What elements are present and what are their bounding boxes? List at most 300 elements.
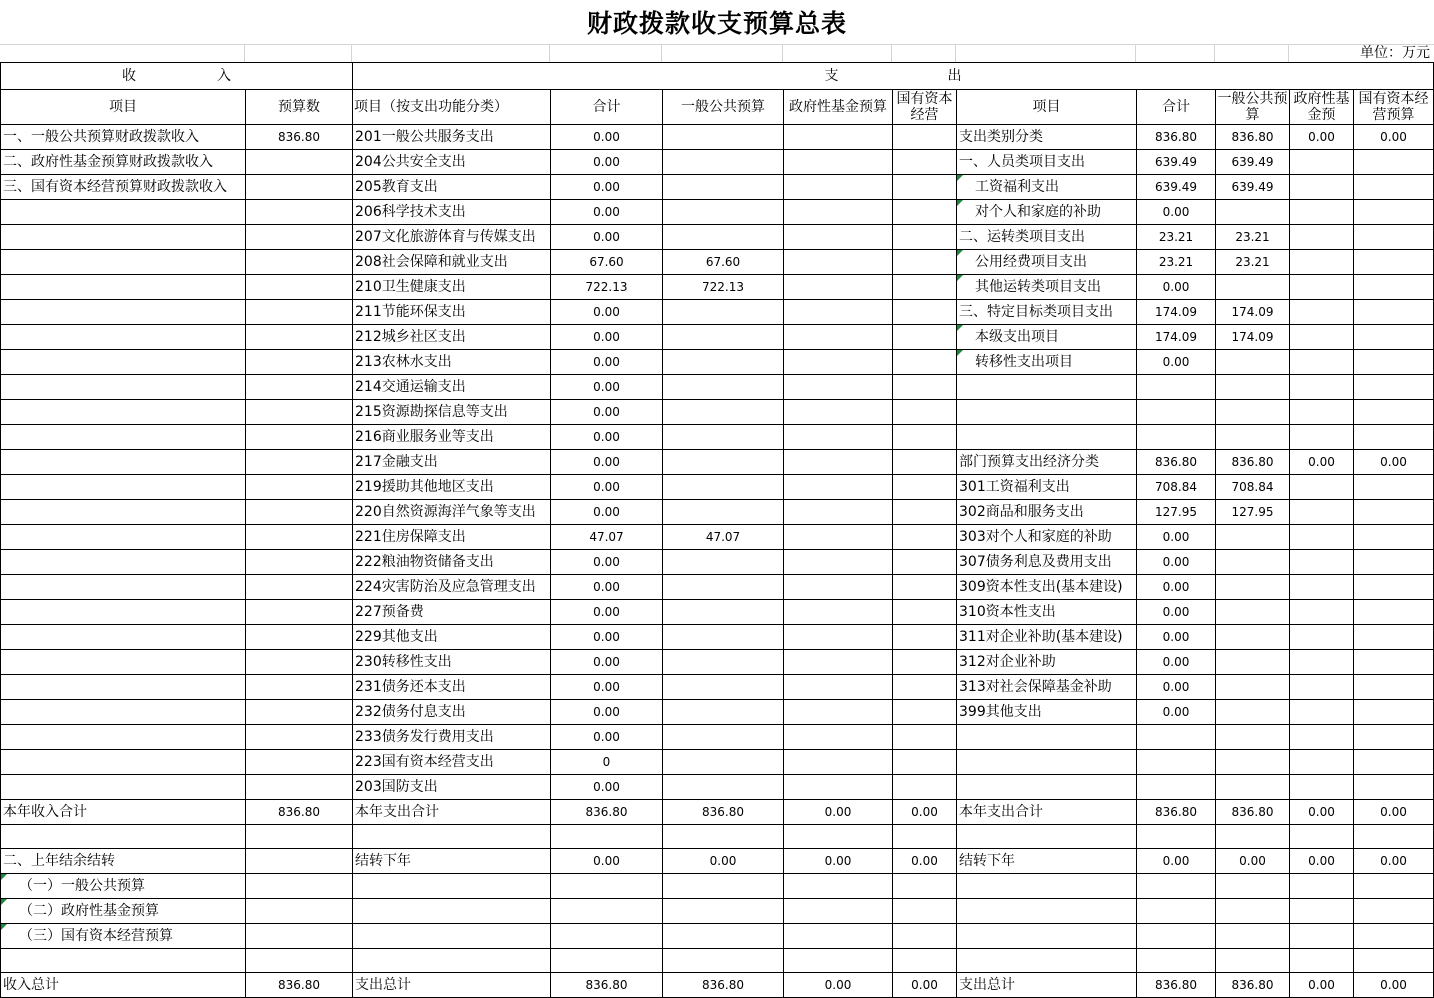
cell-expense-total2: 0.00 bbox=[1137, 625, 1216, 650]
cell-expense-state bbox=[893, 300, 957, 325]
cell-income-item bbox=[1, 500, 246, 525]
cell-expense-state2 bbox=[1354, 725, 1434, 750]
cell-expense-total: 0.00 bbox=[551, 725, 663, 750]
cell-expense-state bbox=[893, 725, 957, 750]
cell-income-item bbox=[1, 350, 246, 375]
cell-expense-total2: 174.09 bbox=[1137, 300, 1216, 325]
cell-income-item bbox=[1, 750, 246, 775]
cell-expense-state2 bbox=[1354, 600, 1434, 625]
column-header-row bbox=[1, 90, 1434, 125]
table-row bbox=[1, 949, 1434, 973]
cell-income-budget bbox=[246, 949, 353, 973]
cell-expense-func-item: 205教育支出 bbox=[353, 175, 551, 200]
cell-expense-fund bbox=[784, 825, 893, 849]
cell-expense-func-item: 结转下年 bbox=[353, 849, 551, 874]
budget-table bbox=[0, 62, 1434, 998]
cell-expense-fund2 bbox=[1290, 525, 1354, 550]
cell-expense-general bbox=[663, 924, 784, 949]
cell-expense-state bbox=[893, 500, 957, 525]
cell-expense-general2 bbox=[1216, 525, 1290, 550]
table-row bbox=[1, 275, 1434, 300]
cell-expense-general2: 836.80 bbox=[1216, 800, 1290, 825]
cell-expense-state bbox=[893, 650, 957, 675]
cell-expense-item bbox=[957, 949, 1137, 973]
cell-expense-total2 bbox=[1137, 750, 1216, 775]
cell-expense-general2: 836.80 bbox=[1216, 973, 1290, 998]
cell-expense-fund bbox=[784, 225, 893, 250]
cell-income-budget bbox=[246, 400, 353, 425]
cell-expense-total: 836.80 bbox=[551, 973, 663, 998]
cell-income-budget bbox=[246, 325, 353, 350]
table-row bbox=[1, 350, 1434, 375]
cell-expense-func-item: 支出总计 bbox=[353, 973, 551, 998]
cell-expense-total: 722.13 bbox=[551, 275, 663, 300]
cell-expense-general bbox=[663, 575, 784, 600]
cell-expense-total: 0.00 bbox=[551, 175, 663, 200]
table-row bbox=[1, 475, 1434, 500]
cell-expense-state2 bbox=[1354, 400, 1434, 425]
table-row bbox=[1, 700, 1434, 725]
cell-expense-fund2 bbox=[1290, 825, 1354, 849]
cell-income-item: （一）一般公共预算 bbox=[1, 874, 246, 899]
cell-expense-item bbox=[957, 375, 1137, 400]
cell-expense-item: 311对企业补助(基本建设) bbox=[957, 625, 1137, 650]
cell-expense-total2: 0.00 bbox=[1137, 600, 1216, 625]
col-header-fund2: 政府性基金预 bbox=[1290, 90, 1354, 125]
cell-expense-general2 bbox=[1216, 750, 1290, 775]
table-row bbox=[1, 500, 1434, 525]
cell-expense-general2: 174.09 bbox=[1216, 325, 1290, 350]
cell-expense-total: 0.00 bbox=[551, 400, 663, 425]
cell-expense-item: 支出类别分类 bbox=[957, 125, 1137, 150]
cell-expense-general bbox=[663, 475, 784, 500]
cell-expense-fund bbox=[784, 250, 893, 275]
cell-expense-fund2: 0.00 bbox=[1290, 973, 1354, 998]
cell-expense-general bbox=[663, 300, 784, 325]
cell-expense-item bbox=[957, 924, 1137, 949]
cell-expense-state bbox=[893, 924, 957, 949]
cell-expense-total2: 0.00 bbox=[1137, 550, 1216, 575]
cell-income-budget bbox=[246, 625, 353, 650]
cell-income-budget bbox=[246, 225, 353, 250]
cell-income-item bbox=[1, 825, 246, 849]
cell-expense-item: 本年支出合计 bbox=[957, 800, 1137, 825]
cell-expense-total2: 174.09 bbox=[1137, 325, 1216, 350]
cell-income-item bbox=[1, 275, 246, 300]
cell-income-item bbox=[1, 650, 246, 675]
cell-expense-total bbox=[551, 924, 663, 949]
cell-expense-total2 bbox=[1137, 874, 1216, 899]
cell-expense-func-item bbox=[353, 899, 551, 924]
cell-expense-state2: 0.00 bbox=[1354, 125, 1434, 150]
cell-expense-item bbox=[957, 425, 1137, 450]
cell-income-item bbox=[1, 300, 246, 325]
cell-expense-general bbox=[663, 874, 784, 899]
cell-expense-total2 bbox=[1137, 400, 1216, 425]
table-row bbox=[1, 250, 1434, 275]
cell-expense-total: 0.00 bbox=[551, 700, 663, 725]
cell-expense-fund bbox=[784, 750, 893, 775]
cell-income-budget bbox=[246, 200, 353, 225]
cell-expense-state: 0.00 bbox=[893, 849, 957, 874]
cell-expense-total: 0.00 bbox=[551, 125, 663, 150]
cell-expense-state2 bbox=[1354, 425, 1434, 450]
cell-expense-general2 bbox=[1216, 375, 1290, 400]
cell-expense-total: 0 bbox=[551, 750, 663, 775]
cell-income-item bbox=[1, 225, 246, 250]
cell-expense-fund2 bbox=[1290, 300, 1354, 325]
expense-group-header bbox=[353, 63, 1434, 90]
cell-expense-fund bbox=[784, 475, 893, 500]
cell-expense-state bbox=[893, 425, 957, 450]
cell-expense-total2: 0.00 bbox=[1137, 350, 1216, 375]
cell-expense-state2 bbox=[1354, 325, 1434, 350]
cell-expense-general2 bbox=[1216, 425, 1290, 450]
cell-expense-general2: 23.21 bbox=[1216, 225, 1290, 250]
cell-expense-fund: 0.00 bbox=[784, 849, 893, 874]
cell-expense-fund bbox=[784, 375, 893, 400]
cell-expense-func-item: 211节能环保支出 bbox=[353, 300, 551, 325]
cell-income-budget bbox=[246, 275, 353, 300]
cell-expense-general bbox=[663, 125, 784, 150]
cell-expense-general2 bbox=[1216, 575, 1290, 600]
cell-expense-state bbox=[893, 275, 957, 300]
cell-expense-fund2: 0.00 bbox=[1290, 450, 1354, 475]
cell-income-item bbox=[1, 675, 246, 700]
cell-expense-general bbox=[663, 350, 784, 375]
cell-expense-item: 303对个人和家庭的补助 bbox=[957, 525, 1137, 550]
cell-expense-general2 bbox=[1216, 550, 1290, 575]
cell-expense-general bbox=[663, 450, 784, 475]
cell-expense-fund bbox=[784, 200, 893, 225]
col-header-total: 合计 bbox=[551, 90, 663, 125]
cell-income-budget bbox=[246, 700, 353, 725]
cell-expense-item: 309资本性支出(基本建设) bbox=[957, 575, 1137, 600]
cell-expense-item: 公用经费项目支出 bbox=[957, 250, 1137, 275]
table-row bbox=[1, 375, 1434, 400]
cell-expense-total2: 127.95 bbox=[1137, 500, 1216, 525]
cell-expense-state2 bbox=[1354, 924, 1434, 949]
cell-expense-func-item: 227预备费 bbox=[353, 600, 551, 625]
cell-expense-state2 bbox=[1354, 175, 1434, 200]
cell-expense-fund bbox=[784, 600, 893, 625]
cell-expense-func-item: 231债务还本支出 bbox=[353, 675, 551, 700]
cell-expense-total: 67.60 bbox=[551, 250, 663, 275]
cell-expense-fund2 bbox=[1290, 625, 1354, 650]
cell-expense-item bbox=[957, 725, 1137, 750]
cell-expense-fund2 bbox=[1290, 150, 1354, 175]
cell-expense-general2: 708.84 bbox=[1216, 475, 1290, 500]
cell-expense-fund bbox=[784, 650, 893, 675]
cell-income-budget bbox=[246, 150, 353, 175]
cell-expense-general: 836.80 bbox=[663, 973, 784, 998]
cell-expense-func-item: 229其他支出 bbox=[353, 625, 551, 650]
cell-income-item bbox=[1, 325, 246, 350]
cell-income-budget bbox=[246, 750, 353, 775]
cell-expense-item bbox=[957, 825, 1137, 849]
cell-expense-general2 bbox=[1216, 700, 1290, 725]
cell-expense-total2 bbox=[1137, 825, 1216, 849]
cell-expense-state2 bbox=[1354, 625, 1434, 650]
cell-expense-item: 313对社会保障基金补助 bbox=[957, 675, 1137, 700]
cell-expense-general bbox=[663, 899, 784, 924]
cell-expense-total2 bbox=[1137, 949, 1216, 973]
cell-expense-general bbox=[663, 375, 784, 400]
cell-expense-general bbox=[663, 150, 784, 175]
cell-income-item bbox=[1, 400, 246, 425]
cell-expense-state2 bbox=[1354, 775, 1434, 800]
cell-expense-general bbox=[663, 200, 784, 225]
col-header-func-item: 项目（按支出功能分类） bbox=[353, 90, 551, 125]
cell-expense-total2: 708.84 bbox=[1137, 475, 1216, 500]
col-header-general: 一般公共预算 bbox=[663, 90, 784, 125]
cell-expense-general bbox=[663, 725, 784, 750]
cell-expense-func-item bbox=[353, 825, 551, 849]
cell-income-budget: 836.80 bbox=[246, 125, 353, 150]
cell-expense-general2: 23.21 bbox=[1216, 250, 1290, 275]
cell-income-item bbox=[1, 600, 246, 625]
cell-expense-general bbox=[663, 650, 784, 675]
cell-expense-func-item: 219援助其他地区支出 bbox=[353, 475, 551, 500]
cell-expense-func-item: 206科学技术支出 bbox=[353, 200, 551, 225]
cell-expense-general: 722.13 bbox=[663, 275, 784, 300]
cell-expense-fund: 0.00 bbox=[784, 800, 893, 825]
cell-expense-total: 0.00 bbox=[551, 150, 663, 175]
cell-expense-func-item: 207文化旅游体育与传媒支出 bbox=[353, 225, 551, 250]
cell-expense-total: 0.00 bbox=[551, 475, 663, 500]
cell-expense-state2 bbox=[1354, 500, 1434, 525]
cell-expense-fund bbox=[784, 450, 893, 475]
cell-expense-state2 bbox=[1354, 899, 1434, 924]
cell-expense-item: 部门预算支出经济分类 bbox=[957, 450, 1137, 475]
cell-expense-total: 0.00 bbox=[551, 450, 663, 475]
cell-expense-fund2 bbox=[1290, 500, 1354, 525]
cell-expense-fund2 bbox=[1290, 400, 1354, 425]
cell-expense-general2: 836.80 bbox=[1216, 450, 1290, 475]
table-row bbox=[1, 125, 1434, 150]
cell-income-budget bbox=[246, 825, 353, 849]
table-row bbox=[1, 775, 1434, 800]
cell-expense-total2 bbox=[1137, 924, 1216, 949]
cell-expense-state bbox=[893, 475, 957, 500]
cell-income-budget bbox=[246, 525, 353, 550]
cell-income-item bbox=[1, 250, 246, 275]
table-row bbox=[1, 150, 1434, 175]
cell-expense-fund2 bbox=[1290, 225, 1354, 250]
cell-expense-state2 bbox=[1354, 650, 1434, 675]
cell-expense-func-item bbox=[353, 949, 551, 973]
cell-expense-fund2 bbox=[1290, 350, 1354, 375]
cell-expense-general bbox=[663, 700, 784, 725]
cell-expense-total: 0.00 bbox=[551, 775, 663, 800]
cell-expense-fund bbox=[784, 924, 893, 949]
cell-expense-fund2 bbox=[1290, 175, 1354, 200]
cell-income-budget bbox=[246, 675, 353, 700]
cell-expense-state2: 0.00 bbox=[1354, 973, 1434, 998]
cell-expense-total bbox=[551, 899, 663, 924]
cell-expense-general2 bbox=[1216, 924, 1290, 949]
cell-expense-item: 312对企业补助 bbox=[957, 650, 1137, 675]
cell-expense-state bbox=[893, 550, 957, 575]
cell-expense-total: 0.00 bbox=[551, 350, 663, 375]
cell-income-budget bbox=[246, 300, 353, 325]
cell-expense-fund bbox=[784, 150, 893, 175]
cell-expense-general2: 127.95 bbox=[1216, 500, 1290, 525]
cell-expense-fund bbox=[784, 899, 893, 924]
cell-expense-state: 0.00 bbox=[893, 973, 957, 998]
cell-expense-total2: 0.00 bbox=[1137, 675, 1216, 700]
cell-expense-total: 47.07 bbox=[551, 525, 663, 550]
cell-expense-item bbox=[957, 400, 1137, 425]
cell-expense-fund bbox=[784, 550, 893, 575]
cell-expense-general2 bbox=[1216, 825, 1290, 849]
cell-expense-state bbox=[893, 625, 957, 650]
cell-expense-state bbox=[893, 325, 957, 350]
cell-expense-fund2 bbox=[1290, 725, 1354, 750]
cell-income-budget bbox=[246, 425, 353, 450]
unit-label: 单位：万元 bbox=[1356, 45, 1430, 62]
cell-income-item bbox=[1, 625, 246, 650]
cell-expense-state bbox=[893, 874, 957, 899]
income-group-left: 收 bbox=[122, 68, 137, 84]
cell-expense-general2 bbox=[1216, 625, 1290, 650]
cell-income-budget bbox=[246, 375, 353, 400]
cell-expense-fund2 bbox=[1290, 325, 1354, 350]
cell-expense-fund bbox=[784, 625, 893, 650]
cell-expense-total bbox=[551, 949, 663, 973]
cell-expense-item: 302商品和服务支出 bbox=[957, 500, 1137, 525]
cell-expense-total2: 0.00 bbox=[1137, 275, 1216, 300]
cell-expense-fund bbox=[784, 675, 893, 700]
cell-income-item bbox=[1, 700, 246, 725]
cell-expense-fund bbox=[784, 425, 893, 450]
cell-expense-total: 0.00 bbox=[551, 300, 663, 325]
cell-income-budget bbox=[246, 650, 353, 675]
table-row bbox=[1, 825, 1434, 849]
cell-expense-state bbox=[893, 600, 957, 625]
cell-expense-item bbox=[957, 750, 1137, 775]
cell-expense-general2 bbox=[1216, 775, 1290, 800]
cell-expense-fund2: 0.00 bbox=[1290, 800, 1354, 825]
cell-expense-total: 0.00 bbox=[551, 425, 663, 450]
cell-expense-fund bbox=[784, 874, 893, 899]
cell-expense-general bbox=[663, 550, 784, 575]
cell-expense-total: 0.00 bbox=[551, 650, 663, 675]
cell-expense-fund2: 0.00 bbox=[1290, 125, 1354, 150]
cell-expense-fund2 bbox=[1290, 425, 1354, 450]
cell-expense-fund2 bbox=[1290, 275, 1354, 300]
cell-expense-func-item: 213农林水支出 bbox=[353, 350, 551, 375]
cell-expense-fund bbox=[784, 275, 893, 300]
cell-expense-item: 307债务利息及费用支出 bbox=[957, 550, 1137, 575]
cell-income-budget bbox=[246, 775, 353, 800]
table-row bbox=[1, 525, 1434, 550]
cell-income-item bbox=[1, 525, 246, 550]
cell-income-budget: 836.80 bbox=[246, 973, 353, 998]
cell-expense-total2 bbox=[1137, 425, 1216, 450]
table-row bbox=[1, 200, 1434, 225]
cell-expense-general2 bbox=[1216, 675, 1290, 700]
cell-income-budget bbox=[246, 600, 353, 625]
col-header-item2: 项目 bbox=[957, 90, 1137, 125]
cell-income-budget bbox=[246, 175, 353, 200]
cell-income-budget bbox=[246, 874, 353, 899]
cell-expense-general2 bbox=[1216, 725, 1290, 750]
cell-expense-general2 bbox=[1216, 400, 1290, 425]
cell-expense-item: 399其他支出 bbox=[957, 700, 1137, 725]
cell-expense-total: 0.00 bbox=[551, 500, 663, 525]
cell-expense-state bbox=[893, 250, 957, 275]
cell-income-budget bbox=[246, 575, 353, 600]
cell-expense-general bbox=[663, 400, 784, 425]
cell-expense-fund bbox=[784, 575, 893, 600]
cell-expense-item: 工资福利支出 bbox=[957, 175, 1137, 200]
cell-expense-state2 bbox=[1354, 700, 1434, 725]
cell-expense-state bbox=[893, 350, 957, 375]
table-row bbox=[1, 725, 1434, 750]
table-row bbox=[1, 899, 1434, 924]
cell-expense-fund bbox=[784, 350, 893, 375]
cell-expense-func-item: 201一般公共服务支出 bbox=[353, 125, 551, 150]
cell-expense-fund2 bbox=[1290, 675, 1354, 700]
cell-expense-general: 0.00 bbox=[663, 849, 784, 874]
cell-expense-fund bbox=[784, 725, 893, 750]
cell-expense-state2 bbox=[1354, 300, 1434, 325]
cell-expense-func-item: 233债务发行费用支出 bbox=[353, 725, 551, 750]
table-row bbox=[1, 675, 1434, 700]
col-header-total2: 合计 bbox=[1137, 90, 1216, 125]
cell-expense-fund2 bbox=[1290, 650, 1354, 675]
table-row bbox=[1, 924, 1434, 949]
cell-income-item bbox=[1, 949, 246, 973]
col-header-state: 国有资本经营 bbox=[893, 90, 957, 125]
table-row bbox=[1, 874, 1434, 899]
cell-expense-fund2 bbox=[1290, 575, 1354, 600]
cell-income-item bbox=[1, 200, 246, 225]
cell-expense-general bbox=[663, 225, 784, 250]
cell-expense-state bbox=[893, 525, 957, 550]
cell-income-item: （二）政府性基金预算 bbox=[1, 899, 246, 924]
cell-expense-item: 本级支出项目 bbox=[957, 325, 1137, 350]
cell-expense-state bbox=[893, 575, 957, 600]
cell-expense-item: 转移性支出项目 bbox=[957, 350, 1137, 375]
cell-expense-fund bbox=[784, 125, 893, 150]
cell-expense-general2 bbox=[1216, 200, 1290, 225]
cell-expense-general2 bbox=[1216, 899, 1290, 924]
cell-expense-state2 bbox=[1354, 825, 1434, 849]
cell-expense-fund2 bbox=[1290, 750, 1354, 775]
cell-expense-func-item: 212城乡社区支出 bbox=[353, 325, 551, 350]
table-row bbox=[1, 625, 1434, 650]
cell-income-budget bbox=[246, 924, 353, 949]
table-row bbox=[1, 300, 1434, 325]
cell-expense-general bbox=[663, 325, 784, 350]
cell-expense-state bbox=[893, 375, 957, 400]
cell-expense-func-item: 221住房保障支出 bbox=[353, 525, 551, 550]
cell-expense-total2: 23.21 bbox=[1137, 225, 1216, 250]
cell-income-item: 收入总计 bbox=[1, 973, 246, 998]
cell-expense-func-item bbox=[353, 874, 551, 899]
cell-expense-func-item bbox=[353, 924, 551, 949]
cell-expense-total: 0.00 bbox=[551, 325, 663, 350]
cell-expense-item: 310资本性支出 bbox=[957, 600, 1137, 625]
cell-income-item bbox=[1, 775, 246, 800]
table-row bbox=[1, 800, 1434, 825]
cell-expense-general bbox=[663, 600, 784, 625]
cell-expense-state2 bbox=[1354, 475, 1434, 500]
cell-expense-total2: 836.80 bbox=[1137, 125, 1216, 150]
col-header-general2: 一般公共预算 bbox=[1217, 91, 1288, 123]
